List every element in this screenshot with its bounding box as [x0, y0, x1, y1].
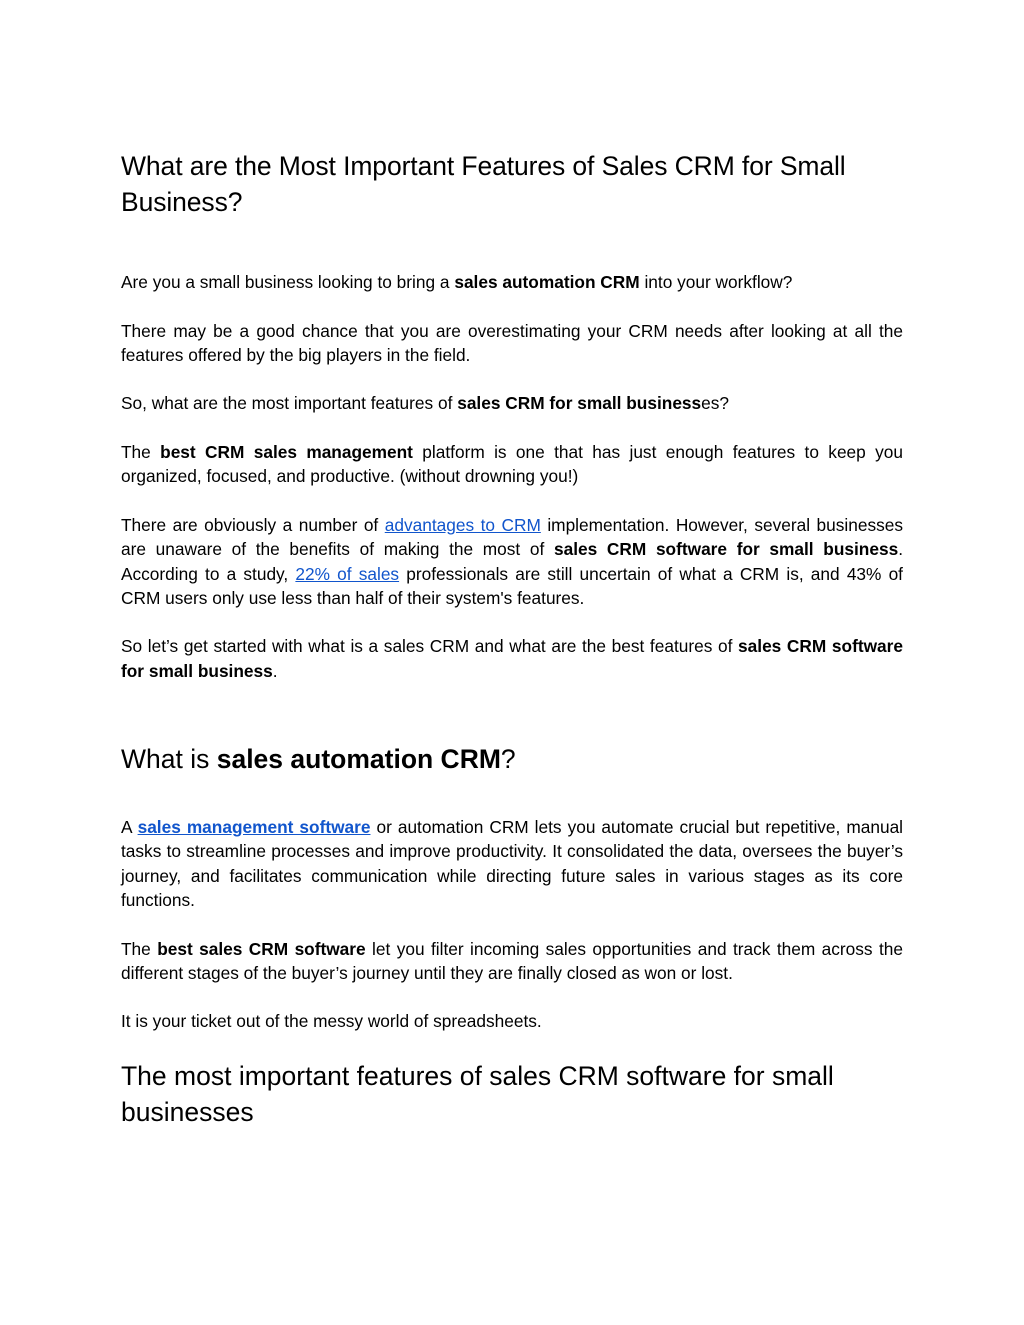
- section-heading-what-is: What is sales automation CRM?: [121, 744, 516, 775]
- paragraph-sales-management: A sales management software or automation CRM lets you automate crucial but repetitive, manual tasks to streamline processes and improve productivity. It consolidated the data, oversees the buyer’s journey, and facilitates communication while directing future sales in various stages as its core functions.: [121, 817, 904, 910]
- page-title: What are the Most Important Features of Sales CRM for Small Business?: [121, 151, 846, 217]
- advantages-to-crm-link[interactable]: advantages to CRM: [384, 514, 541, 535]
- sales-management-software-link[interactable]: sales management software: [137, 817, 371, 838]
- document-content: [121, 148, 903, 1130]
- bold-phrase: sales automation CRM: [454, 272, 640, 292]
- paragraph-spreadsheets: It is your ticket out of the messy world of spreadsheets.: [121, 1011, 542, 1032]
- paragraph-question: So, what are the most important features of sales CRM for small businesses?: [121, 393, 730, 414]
- bold-phrase: sales CRM software for small business: [554, 539, 899, 560]
- intro-paragraph: Are you a small business looking to bring a sales automation CRM into your workflow?: [121, 272, 793, 292]
- paragraph-get-started: So let’s get started with what is a sales CRM and what are the best features of sales CRM software for small business.: [121, 636, 903, 681]
- bold-phrase: sales CRM for small business: [457, 393, 702, 414]
- paragraph-best-crm: The best CRM sales management platform is one that has just enough features to keep you organized, focused, and productive. (without drowning you!): [121, 442, 903, 487]
- bold-phrase: best sales CRM software: [157, 938, 366, 959]
- paragraph-overestimating: There may be a good chance that you are overestimating your CRM needs after looking at all the features offered by the big players in the field.: [121, 320, 903, 365]
- section-heading-features: The most important features of sales CRM software for small businesses: [121, 1060, 834, 1127]
- heading-bold-phrase: sales automation CRM: [216, 744, 501, 775]
- bold-phrase: best CRM sales management: [160, 442, 413, 463]
- paragraph-advantages: There are obviously a number of advantages to CRM implementation. However, several businesses are unaware of the benefits of making the most of sales CRM software for small business. According to a study, 22% of sales professionals are still uncertain of what a CRM is, and 43% of CRM users only use less than half of their system's features.: [121, 514, 903, 608]
- twenty-two-percent-link[interactable]: 22% of sales: [295, 563, 400, 584]
- paragraph-best-sales-crm: The best sales CRM software let you filter incoming sales opportunities and track them across the different stages of the buyer’s journey until they are finally closed as won or lost.: [121, 938, 903, 983]
- bold-phrase: sales CRM software for small business: [121, 636, 903, 681]
